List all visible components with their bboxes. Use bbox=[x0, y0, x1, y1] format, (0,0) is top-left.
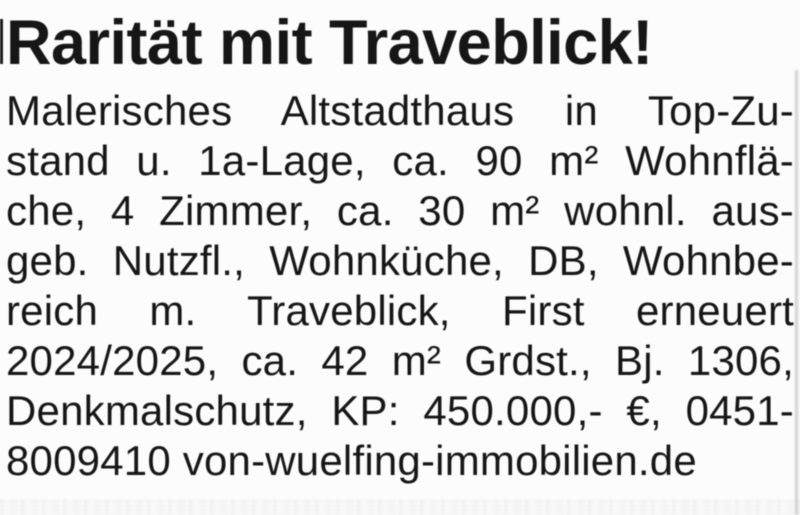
ad-body-text bbox=[6, 86, 794, 486]
ad-body-line-7: Denkmalschutz, KP: 450.000,- €, 0451- bbox=[6, 387, 794, 434]
scan-noise-band bbox=[0, 499, 800, 515]
ad-body-line-3: che, 4 Zimmer, ca. 30 m² wohnl. aus- bbox=[6, 187, 794, 234]
column-divider-rule bbox=[795, 70, 798, 515]
ad-body-line-1: Malerisches Altstadthaus in Top-Zu- bbox=[6, 87, 794, 134]
ad-body-line-8: 8009410 von-wuelfing-immobilien.de bbox=[6, 437, 697, 484]
ad-body-line-2: stand u. 1a-Lage, ca. 90 m² Wohnflä- bbox=[6, 137, 794, 184]
ad-headline: Rarität mit Traveblick! bbox=[6, 8, 653, 78]
ad-body-line-4: geb. Nutzfl., Wohnküche, DB, Wohnbe- bbox=[6, 237, 794, 284]
left-edge-print-artifact bbox=[0, 19, 3, 64]
ad-body-line-5: reich m. Traveblick, First erneuert bbox=[6, 287, 794, 334]
ad-body-line-6: 2024/2025, ca. 42 m² Grdst., Bj. 1306, bbox=[6, 337, 794, 384]
